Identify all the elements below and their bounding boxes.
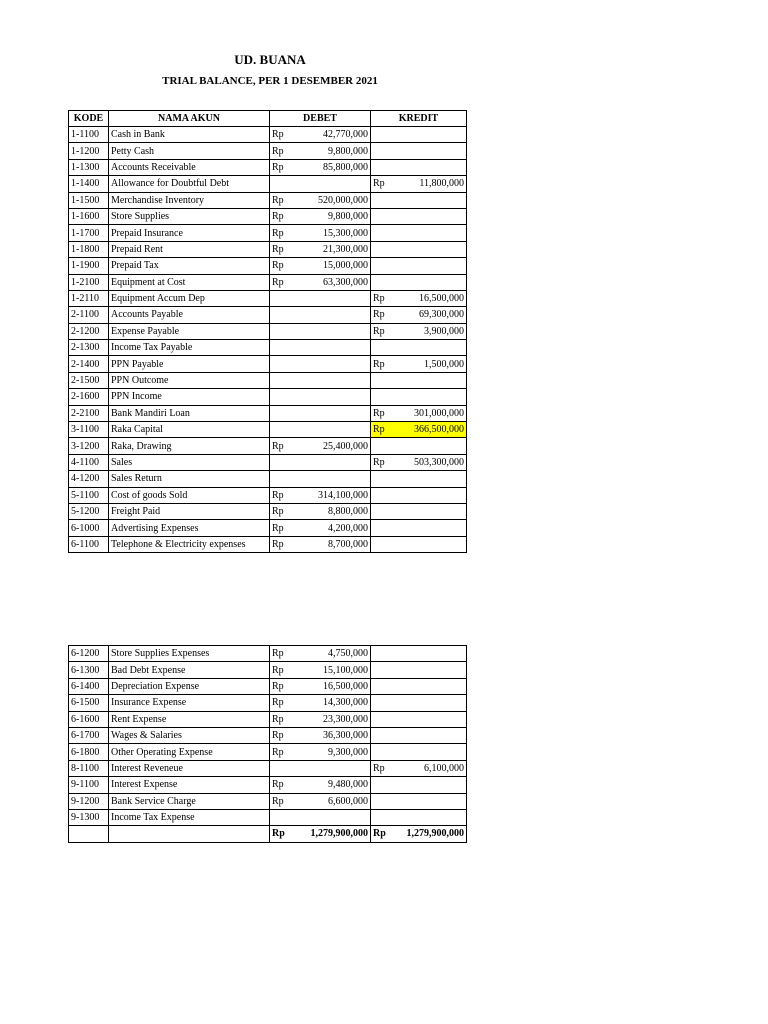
table-row (69, 258, 467, 274)
table-row (69, 405, 467, 421)
account-code-cell: 9-1100 (69, 777, 109, 793)
debet-currency-cell: Rp (270, 727, 296, 743)
account-code-cell: 4-1200 (69, 471, 109, 487)
account-name-cell: Insurance Expense (109, 695, 270, 711)
kredit-currency-cell (371, 225, 397, 241)
debet-currency-cell (270, 307, 296, 323)
table-row (69, 727, 467, 743)
debet-currency-cell: Rp (270, 503, 296, 519)
kredit-currency-cell (371, 372, 397, 388)
account-name-cell: Store Supplies (109, 208, 270, 224)
table-row (69, 225, 467, 241)
kredit-amount-cell (397, 678, 467, 694)
account-code-cell: 2-1200 (69, 323, 109, 339)
debet-currency-cell: Rp (270, 225, 296, 241)
account-name-cell: Expense Payable (109, 323, 270, 339)
account-code-cell: 5-1100 (69, 487, 109, 503)
debet-currency-cell: Rp (270, 695, 296, 711)
table-row (69, 744, 467, 760)
table-row (69, 323, 467, 339)
table-row (69, 678, 467, 694)
header-debet: DEBET (270, 111, 371, 127)
kredit-currency-cell: Rp (371, 454, 397, 470)
account-code-cell: 6-1500 (69, 695, 109, 711)
debet-currency-cell: Rp (270, 662, 296, 678)
kredit-amount-cell: 16,500,000 (397, 290, 467, 306)
kredit-currency-cell (371, 241, 397, 257)
kredit-currency-cell (371, 340, 397, 356)
kredit-currency-cell (371, 471, 397, 487)
kredit-currency-cell (371, 127, 397, 143)
debet-amount-cell (296, 372, 371, 388)
account-code-cell: 1-1500 (69, 192, 109, 208)
kredit-currency-cell (371, 143, 397, 159)
company-title: UD. BUANA (234, 52, 306, 67)
kredit-amount-cell (397, 744, 467, 760)
account-code-cell: 2-1400 (69, 356, 109, 372)
kredit-currency-cell (371, 536, 397, 552)
account-code-cell: 6-1300 (69, 662, 109, 678)
table-row (69, 159, 467, 175)
table-row (69, 176, 467, 192)
kredit-amount-cell (397, 389, 467, 405)
table-row (69, 793, 467, 809)
debet-amount-cell: 9,300,000 (296, 744, 371, 760)
debet-currency-cell (270, 405, 296, 421)
account-name-cell: Interest Reveneue (109, 760, 270, 776)
debet-currency-cell: Rp (270, 208, 296, 224)
kredit-amount-cell (397, 372, 467, 388)
kredit-amount-cell (397, 536, 467, 552)
account-code-cell: 6-1600 (69, 711, 109, 727)
table-row (69, 274, 467, 290)
table-header-row (69, 111, 467, 127)
account-name-cell: PPN Income (109, 389, 270, 405)
account-code-cell: 1-1300 (69, 159, 109, 175)
table-row (69, 711, 467, 727)
kredit-amount-cell (397, 258, 467, 274)
debet-amount-cell: 15,100,000 (296, 662, 371, 678)
kredit-currency-cell (371, 258, 397, 274)
report-subtitle: TRIAL BALANCE, PER 1 DESEMBER 2021 (162, 75, 378, 87)
account-code-cell: 8-1100 (69, 760, 109, 776)
account-name-cell: Depreciation Expense (109, 678, 270, 694)
kredit-currency-cell (371, 487, 397, 503)
total-kredit-amount: 1,279,900,000 (397, 826, 467, 842)
kredit-amount-cell (397, 809, 467, 825)
debet-amount-cell (296, 454, 371, 470)
account-name-cell: Wages & Salaries (109, 727, 270, 743)
table-row (69, 143, 467, 159)
debet-amount-cell: 8,700,000 (296, 536, 371, 552)
table-row (69, 760, 467, 776)
account-name-cell: Telephone & Electricity expenses (109, 536, 270, 552)
debet-currency-cell (270, 356, 296, 372)
kredit-amount-cell (397, 208, 467, 224)
kredit-amount-cell (397, 520, 467, 536)
debet-amount-cell: 8,800,000 (296, 503, 371, 519)
debet-amount-cell (296, 290, 371, 306)
kredit-amount-cell (397, 143, 467, 159)
debet-amount-cell (296, 307, 371, 323)
kredit-currency-cell (371, 159, 397, 175)
debet-currency-cell: Rp (270, 143, 296, 159)
kredit-currency-cell (371, 777, 397, 793)
account-name-cell: Merchandise Inventory (109, 192, 270, 208)
debet-currency-cell: Rp (270, 646, 296, 662)
kredit-amount-cell (397, 438, 467, 454)
debet-amount-cell: 9,800,000 (296, 208, 371, 224)
kredit-currency-cell (371, 208, 397, 224)
account-code-cell: 6-1200 (69, 646, 109, 662)
account-name-cell: PPN Payable (109, 356, 270, 372)
table-row (69, 646, 467, 662)
account-name-cell: Sales (109, 454, 270, 470)
account-code-cell: 2-2100 (69, 405, 109, 421)
account-name-cell: Accounts Payable (109, 307, 270, 323)
account-name-cell: Rent Expense (109, 711, 270, 727)
debet-currency-cell: Rp (270, 127, 296, 143)
kredit-amount-cell: 3,900,000 (397, 323, 467, 339)
debet-currency-cell (270, 422, 296, 438)
table-row (69, 372, 467, 388)
account-name-cell: Advertising Expenses (109, 520, 270, 536)
kredit-amount-cell (397, 727, 467, 743)
trial-balance-table-part1 (68, 110, 467, 553)
account-code-cell: 2-1100 (69, 307, 109, 323)
kredit-amount-cell (397, 793, 467, 809)
account-code-cell: 9-1200 (69, 793, 109, 809)
debet-currency-cell (270, 290, 296, 306)
kredit-amount-cell (397, 471, 467, 487)
debet-currency-cell: Rp (270, 274, 296, 290)
debet-amount-cell: 14,300,000 (296, 695, 371, 711)
debet-currency-cell: Rp (270, 487, 296, 503)
table-row (69, 777, 467, 793)
trial-balance-table-part2 (68, 645, 467, 843)
table-row (69, 340, 467, 356)
debet-currency-cell: Rp (270, 241, 296, 257)
kredit-currency-cell (371, 809, 397, 825)
kredit-currency-cell (371, 274, 397, 290)
table-row (69, 520, 467, 536)
account-code-cell: 1-1200 (69, 143, 109, 159)
debet-currency-cell: Rp (270, 438, 296, 454)
table-row (69, 241, 467, 257)
kredit-currency-cell (371, 503, 397, 519)
debet-currency-cell: Rp (270, 520, 296, 536)
debet-amount-cell (296, 760, 371, 776)
table-row (69, 422, 467, 438)
account-name-cell: Prepaid Tax (109, 258, 270, 274)
account-code-cell: 1-1100 (69, 127, 109, 143)
kredit-currency-cell (371, 727, 397, 743)
header-kredit: KREDIT (371, 111, 467, 127)
table-row (69, 192, 467, 208)
debet-amount-cell: 36,300,000 (296, 727, 371, 743)
kredit-amount-cell (397, 711, 467, 727)
kredit-amount-cell (397, 487, 467, 503)
account-code-cell: 2-1500 (69, 372, 109, 388)
kredit-currency-cell (371, 744, 397, 760)
account-code-cell: 6-1700 (69, 727, 109, 743)
kredit-currency-cell (371, 389, 397, 405)
debet-amount-cell: 15,000,000 (296, 258, 371, 274)
debet-currency-cell (270, 760, 296, 776)
debet-amount-cell: 520,000,000 (296, 192, 371, 208)
table-row (69, 307, 467, 323)
table-row (69, 487, 467, 503)
debet-amount-cell: 23,300,000 (296, 711, 371, 727)
kredit-amount-cell (397, 695, 467, 711)
table-row (69, 536, 467, 552)
account-name-cell: Equipment Accum Dep (109, 290, 270, 306)
account-code-cell: 5-1200 (69, 503, 109, 519)
total-kode-cell (69, 826, 109, 842)
debet-amount-cell (296, 176, 371, 192)
debet-currency-cell: Rp (270, 258, 296, 274)
kredit-currency-cell (371, 678, 397, 694)
kredit-currency-cell (371, 192, 397, 208)
account-name-cell: Bank Service Charge (109, 793, 270, 809)
table-row (69, 208, 467, 224)
account-name-cell: Raka Capital (109, 422, 270, 438)
header-kode: KODE (69, 111, 109, 127)
account-name-cell: Cost of goods Sold (109, 487, 270, 503)
debet-amount-cell (296, 405, 371, 421)
debet-amount-cell: 63,300,000 (296, 274, 371, 290)
account-code-cell: 2-1300 (69, 340, 109, 356)
total-debet-currency: Rp (270, 826, 296, 842)
debet-amount-cell: 21,300,000 (296, 241, 371, 257)
account-code-cell: 6-1800 (69, 744, 109, 760)
table-row (69, 356, 467, 372)
total-row (69, 826, 467, 842)
account-name-cell: Sales Return (109, 471, 270, 487)
debet-currency-cell (270, 454, 296, 470)
debet-currency-cell: Rp (270, 678, 296, 694)
kredit-amount-cell (397, 192, 467, 208)
kredit-currency-cell: Rp (371, 307, 397, 323)
debet-currency-cell (270, 340, 296, 356)
kredit-amount-cell (397, 503, 467, 519)
header-nama-akun: NAMA AKUN (109, 111, 270, 127)
account-code-cell: 3-1100 (69, 422, 109, 438)
kredit-amount-cell: 6,100,000 (397, 760, 467, 776)
debet-amount-cell: 4,200,000 (296, 520, 371, 536)
debet-amount-cell: 42,770,000 (296, 127, 371, 143)
debet-amount-cell: 16,500,000 (296, 678, 371, 694)
debet-amount-cell: 9,480,000 (296, 777, 371, 793)
kredit-amount-cell (397, 241, 467, 257)
total-kredit-currency: Rp (371, 826, 397, 842)
total-debet-amount: 1,279,900,000 (296, 826, 371, 842)
account-code-cell: 1-1600 (69, 208, 109, 224)
account-name-cell: Income Tax Expense (109, 809, 270, 825)
account-name-cell: Allowance for Doubtful Debt (109, 176, 270, 192)
kredit-currency-cell (371, 793, 397, 809)
kredit-currency-cell: Rp (371, 760, 397, 776)
kredit-currency-cell (371, 711, 397, 727)
debet-currency-cell: Rp (270, 192, 296, 208)
kredit-amount-cell: 366,500,000 (397, 422, 467, 438)
account-name-cell: Raka, Drawing (109, 438, 270, 454)
debet-currency-cell: Rp (270, 744, 296, 760)
account-name-cell: Accounts Receivable (109, 159, 270, 175)
account-name-cell: Equipment at Cost (109, 274, 270, 290)
account-name-cell: Other Operating Expense (109, 744, 270, 760)
kredit-amount-cell (397, 662, 467, 678)
account-name-cell: Bank Mandiri Loan (109, 405, 270, 421)
table-row (69, 454, 467, 470)
debet-amount-cell (296, 809, 371, 825)
kredit-currency-cell: Rp (371, 422, 397, 438)
account-name-cell: Prepaid Insurance (109, 225, 270, 241)
account-code-cell: 4-1100 (69, 454, 109, 470)
account-name-cell: Cash in Bank (109, 127, 270, 143)
account-code-cell: 1-1700 (69, 225, 109, 241)
debet-amount-cell (296, 389, 371, 405)
account-code-cell: 1-1400 (69, 176, 109, 192)
account-code-cell: 9-1300 (69, 809, 109, 825)
debet-currency-cell: Rp (270, 159, 296, 175)
account-code-cell: 2-1600 (69, 389, 109, 405)
kredit-amount-cell: 69,300,000 (397, 307, 467, 323)
account-code-cell: 1-2100 (69, 274, 109, 290)
debet-amount-cell (296, 356, 371, 372)
table-row (69, 438, 467, 454)
debet-amount-cell: 6,600,000 (296, 793, 371, 809)
account-name-cell: Bad Debt Expense (109, 662, 270, 678)
table-row (69, 695, 467, 711)
account-code-cell: 1-1800 (69, 241, 109, 257)
debet-currency-cell (270, 471, 296, 487)
kredit-currency-cell: Rp (371, 356, 397, 372)
account-code-cell: 3-1200 (69, 438, 109, 454)
debet-currency-cell (270, 809, 296, 825)
debet-currency-cell: Rp (270, 711, 296, 727)
account-name-cell: Prepaid Rent (109, 241, 270, 257)
table-row (69, 389, 467, 405)
kredit-currency-cell: Rp (371, 290, 397, 306)
table-row (69, 662, 467, 678)
kredit-currency-cell (371, 646, 397, 662)
account-code-cell: 6-1400 (69, 678, 109, 694)
account-code-cell: 1-1900 (69, 258, 109, 274)
debet-amount-cell: 9,800,000 (296, 143, 371, 159)
debet-currency-cell: Rp (270, 793, 296, 809)
kredit-currency-cell (371, 438, 397, 454)
account-code-cell: 6-1100 (69, 536, 109, 552)
debet-amount-cell: 4,750,000 (296, 646, 371, 662)
table-row (69, 127, 467, 143)
kredit-amount-cell: 11,800,000 (397, 176, 467, 192)
debet-currency-cell: Rp (270, 536, 296, 552)
debet-amount-cell (296, 471, 371, 487)
account-name-cell: Income Tax Payable (109, 340, 270, 356)
kredit-currency-cell (371, 662, 397, 678)
kredit-currency-cell (371, 520, 397, 536)
total-nama-cell (109, 826, 270, 842)
table-row (69, 503, 467, 519)
table-row (69, 809, 467, 825)
account-code-cell: 1-2110 (69, 290, 109, 306)
kredit-amount-cell (397, 127, 467, 143)
table-row (69, 290, 467, 306)
debet-amount-cell (296, 340, 371, 356)
debet-amount-cell (296, 422, 371, 438)
debet-currency-cell (270, 176, 296, 192)
kredit-currency-cell: Rp (371, 405, 397, 421)
kredit-currency-cell: Rp (371, 176, 397, 192)
debet-amount-cell (296, 323, 371, 339)
debet-currency-cell (270, 372, 296, 388)
debet-currency-cell (270, 323, 296, 339)
account-name-cell: Store Supplies Expenses (109, 646, 270, 662)
debet-currency-cell: Rp (270, 777, 296, 793)
kredit-amount-cell (397, 646, 467, 662)
kredit-amount-cell (397, 225, 467, 241)
kredit-amount-cell: 1,500,000 (397, 356, 467, 372)
kredit-amount-cell (397, 777, 467, 793)
account-name-cell: Freight Paid (109, 503, 270, 519)
debet-amount-cell: 15,300,000 (296, 225, 371, 241)
kredit-amount-cell (397, 274, 467, 290)
table-row (69, 471, 467, 487)
account-name-cell: PPN Outcome (109, 372, 270, 388)
kredit-currency-cell (371, 695, 397, 711)
kredit-amount-cell: 503,300,000 (397, 454, 467, 470)
kredit-amount-cell (397, 159, 467, 175)
kredit-currency-cell: Rp (371, 323, 397, 339)
debet-amount-cell: 314,100,000 (296, 487, 371, 503)
account-name-cell: Petty Cash (109, 143, 270, 159)
account-code-cell: 6-1000 (69, 520, 109, 536)
debet-amount-cell: 25,400,000 (296, 438, 371, 454)
kredit-amount-cell (397, 340, 467, 356)
kredit-amount-cell: 301,000,000 (397, 405, 467, 421)
account-name-cell: Interest Expense (109, 777, 270, 793)
debet-amount-cell: 85,800,000 (296, 159, 371, 175)
debet-currency-cell (270, 389, 296, 405)
